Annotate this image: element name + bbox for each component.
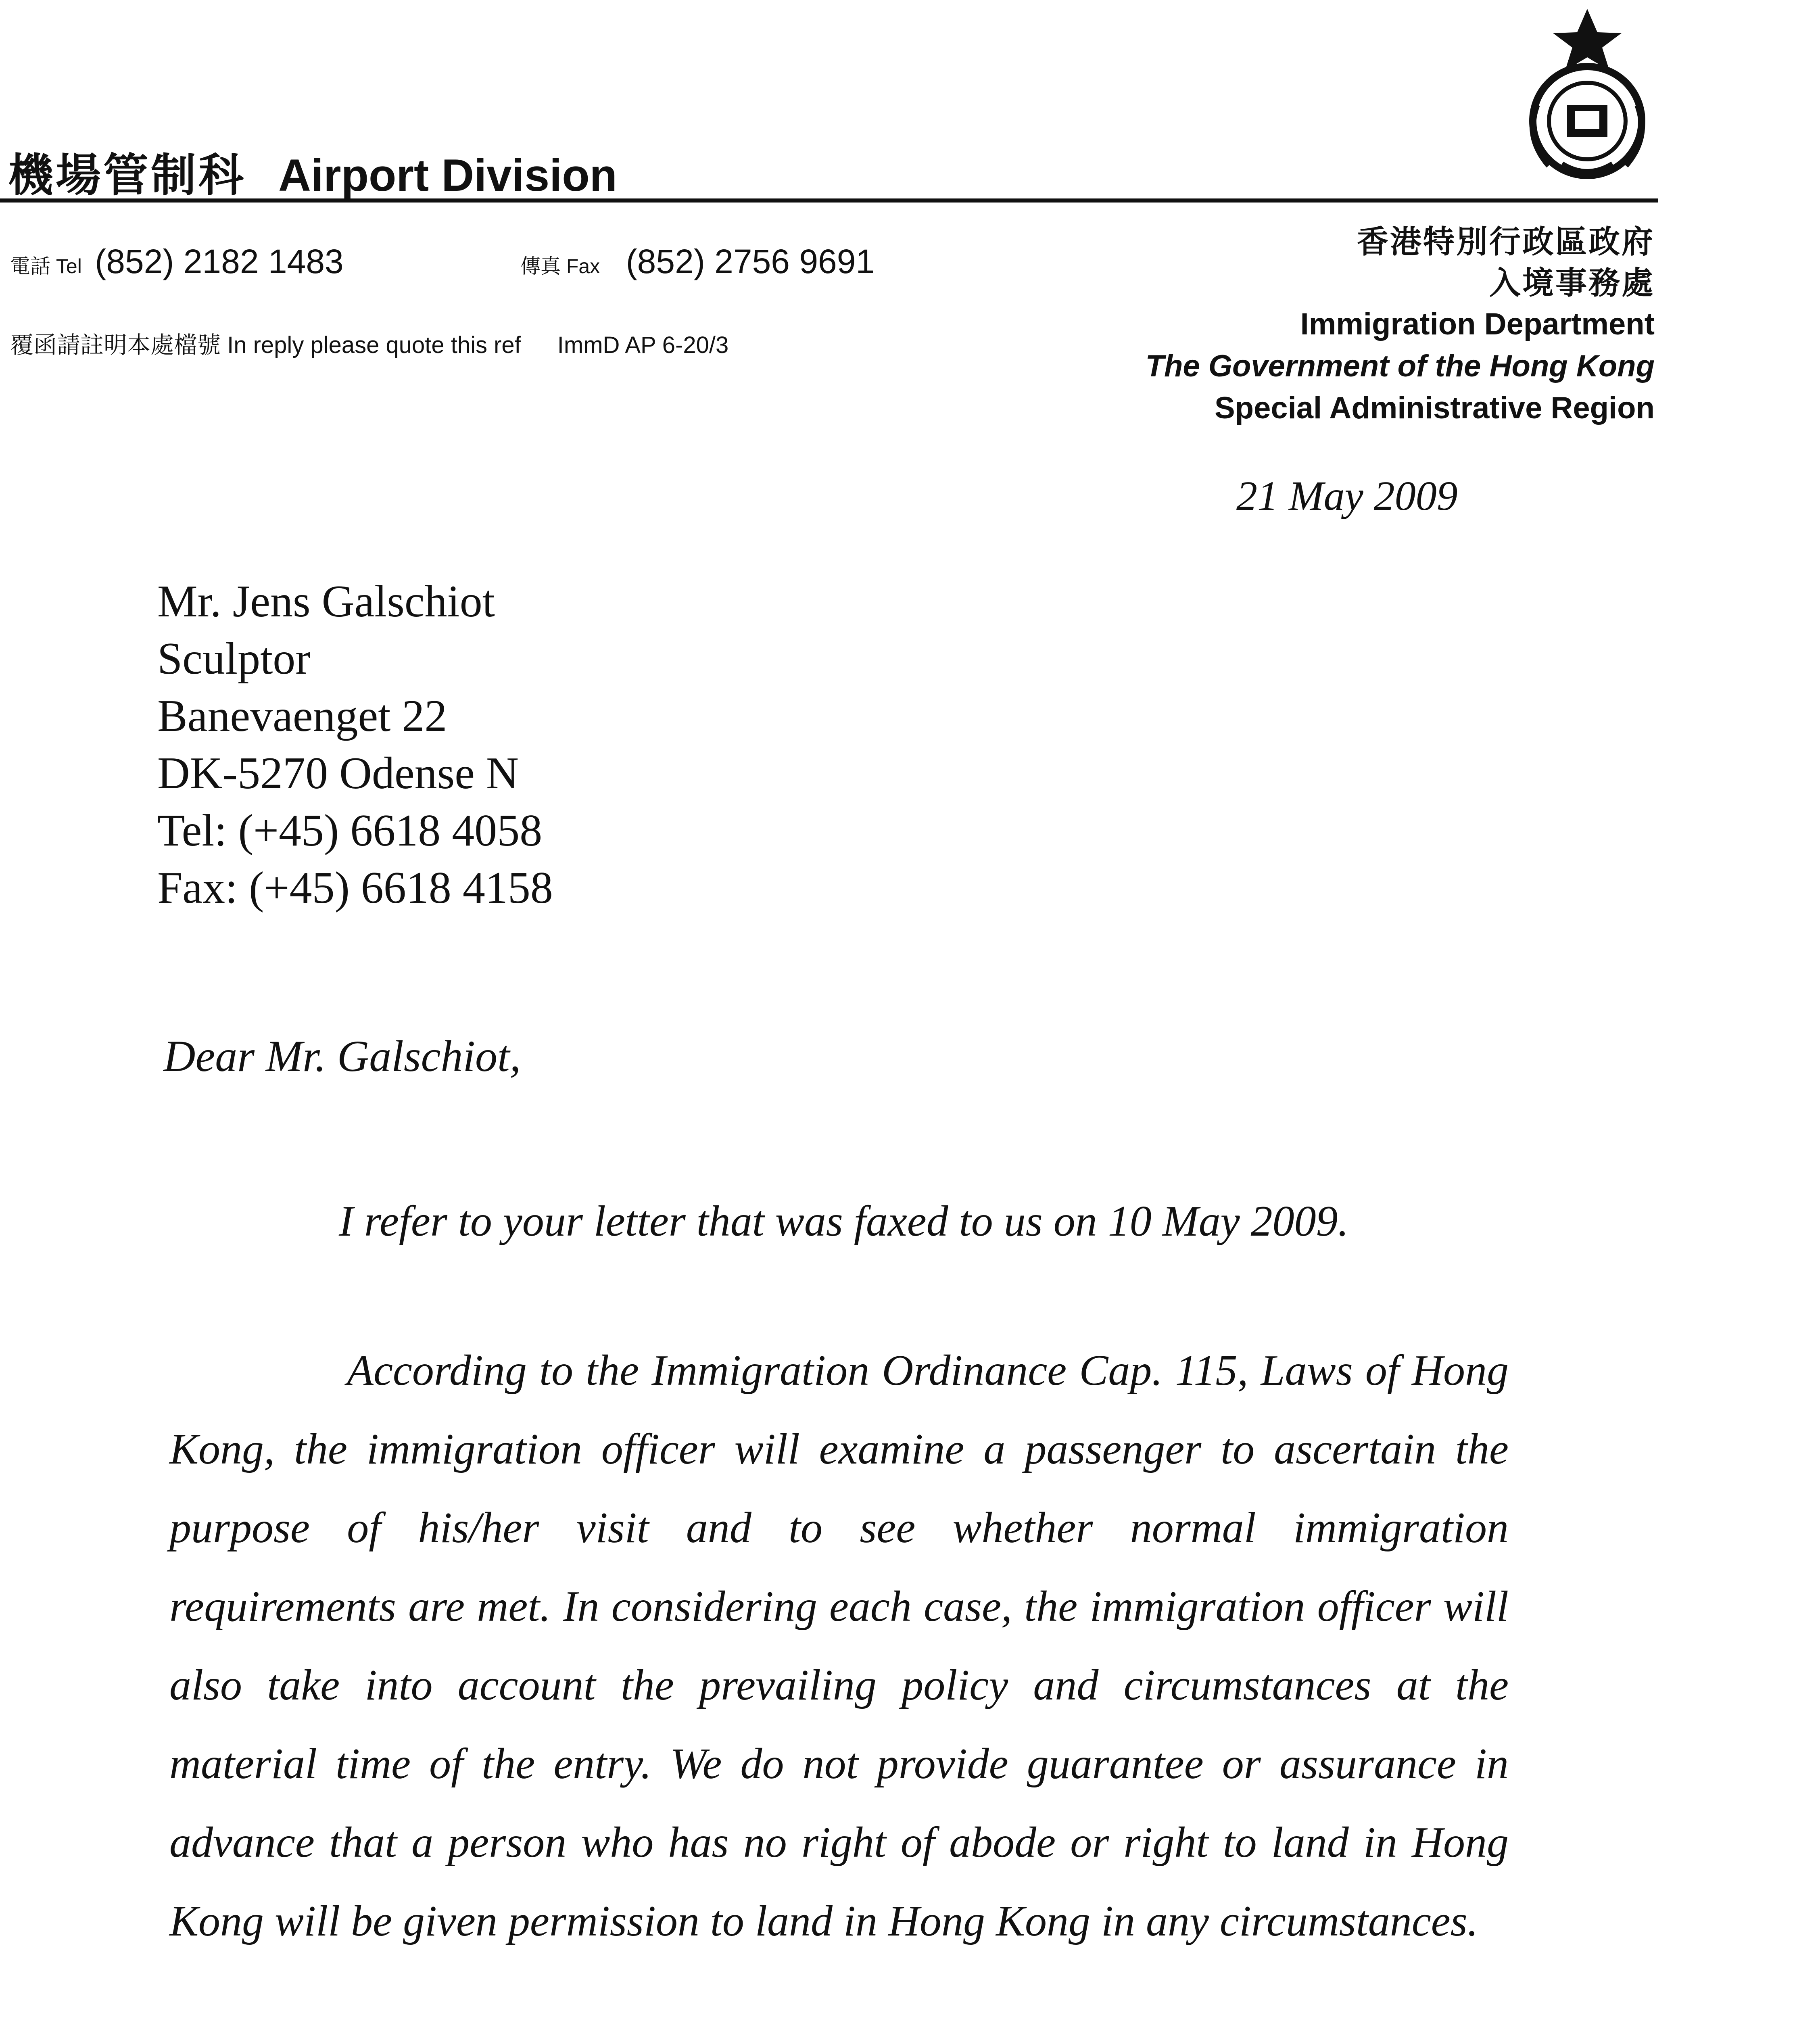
- government-name-zh: 香港特別行政區政府: [1357, 224, 1655, 259]
- body-paragraph-1: I refer to your letter that was faxed to us on 10 May 2009.: [339, 1197, 1349, 1245]
- department-name-en: Immigration Department: [1300, 307, 1655, 341]
- addressee-name: Mr. Jens Galschiot: [157, 576, 495, 626]
- emblem-icon: [1501, 4, 1674, 182]
- letter-date: 21 May 2009: [1236, 473, 1458, 519]
- reference-line: [10, 326, 728, 360]
- addressee-street: Banevaenget 22: [157, 691, 447, 741]
- tel-label: 電話 Tel: [10, 255, 82, 278]
- telephone-line: [10, 242, 344, 281]
- division-name-zh: 機場管制科: [8, 150, 246, 200]
- addressee-block: [157, 573, 553, 917]
- government-name-en-line1: The Government of the Hong Kong: [1145, 349, 1655, 383]
- addressee-tel: Tel: (+45) 6618 4058: [157, 806, 543, 856]
- reference-number: ImmD AP 6-20/3: [557, 332, 729, 358]
- addressee-fax: Fax: (+45) 6618 4158: [157, 863, 553, 913]
- reference-label: 覆函請註明本處檔號 In reply please quote this ref: [10, 332, 521, 358]
- division-heading: [8, 139, 617, 204]
- fax-number: (852) 2756 9691: [626, 242, 875, 280]
- fax-line: [520, 242, 875, 281]
- addressee-city: DK-5270 Odense N: [157, 748, 519, 798]
- addressee-title: Sculptor: [157, 634, 311, 684]
- division-name-en: Airport Division: [278, 150, 618, 200]
- department-name-zh: 入境事務處: [1489, 265, 1655, 301]
- body-paragraph-2: According to the Immigration Ordinance Cap. 115, Laws of Hong Kong, the immigration officer will examine a passenger to ascertain the purpose of his/her visit and to see whether normal immigration requirements are met. In considering each case, the immigration officer will also take into account the prevailing policy and circumstances at the material time of the entry. We do not provide guarantee or assurance in advance that a person who has no right of abode or right to land in Hong Kong will be given permission to land in Hong Kong in any circumstances.: [169, 1347, 1509, 1945]
- department-block: [1146, 221, 1655, 429]
- government-name-en-line2: Special Administrative Region: [1214, 391, 1655, 425]
- fax-label: 傳真 Fax: [520, 255, 600, 278]
- salutation: Dear Mr. Galschiot,: [163, 1031, 521, 1081]
- tel-number: (852) 2182 1483: [95, 242, 344, 280]
